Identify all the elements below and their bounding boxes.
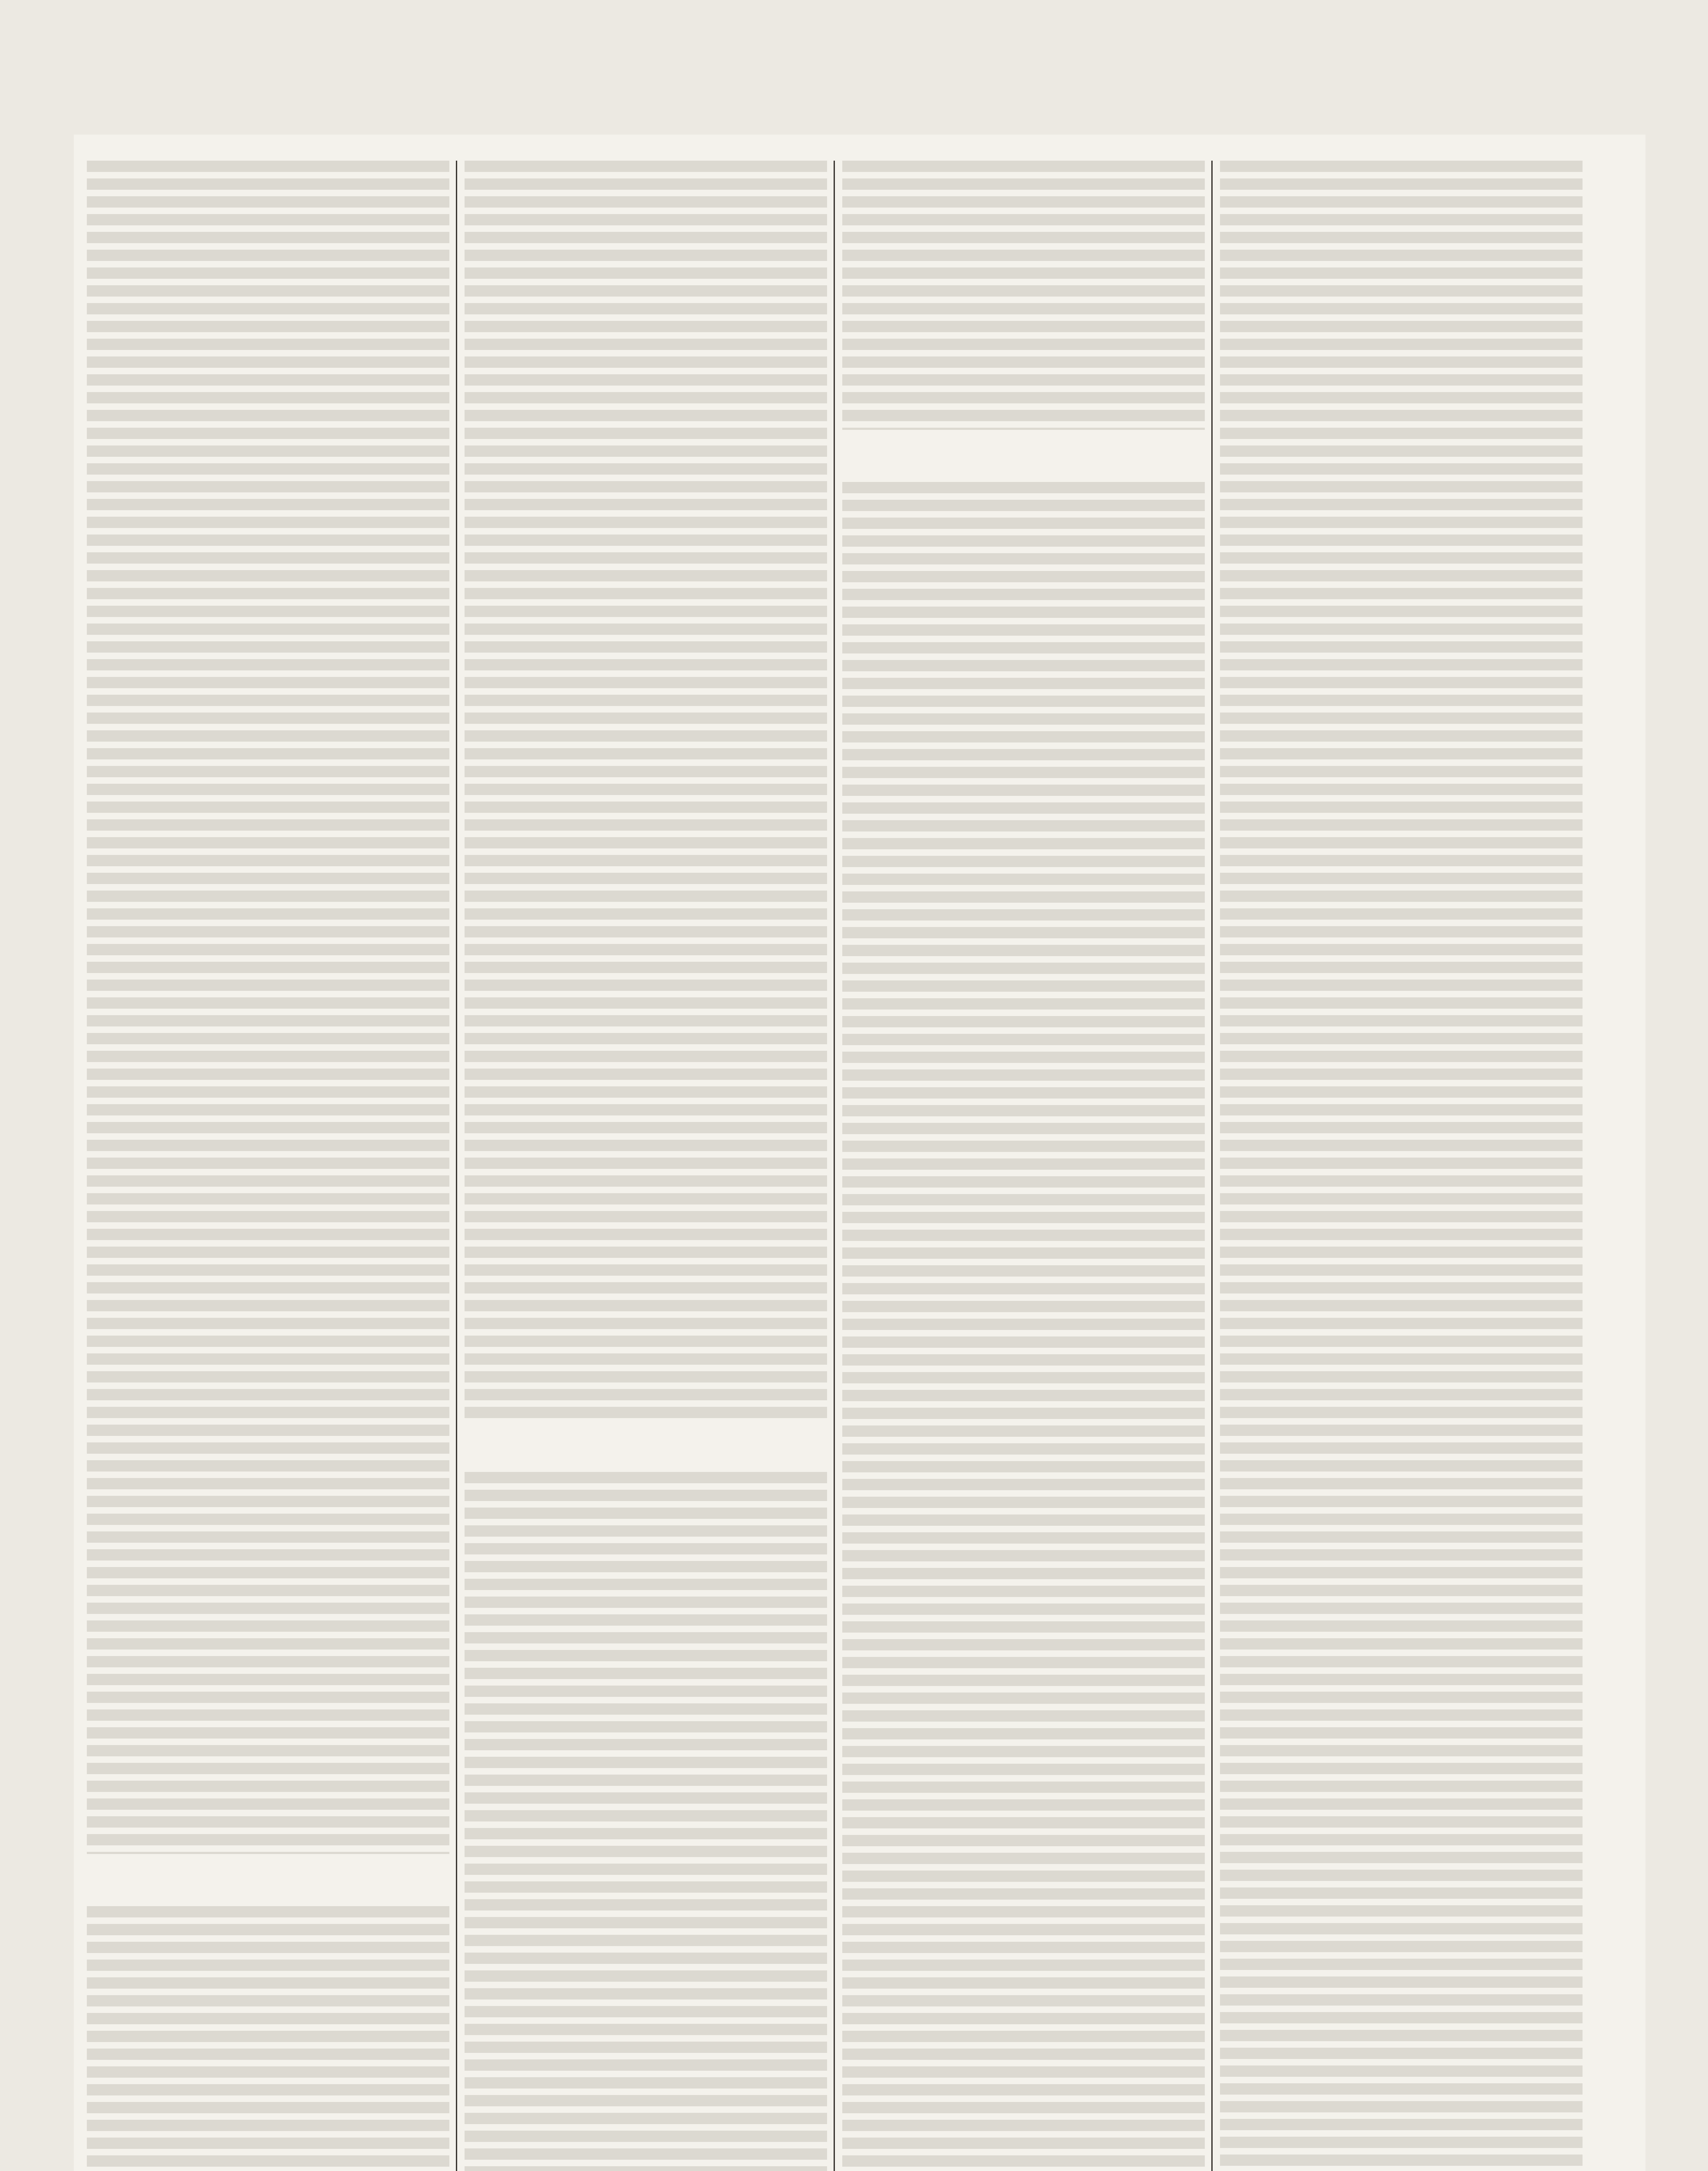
section-heading	[465, 1437, 827, 1472]
text-placeholder	[465, 161, 827, 1420]
column-rule	[456, 161, 457, 2171]
text-placeholder	[842, 161, 1205, 430]
column-rule	[1211, 161, 1213, 2171]
column-3	[842, 161, 1205, 2171]
article	[842, 447, 1205, 2171]
column-rule	[834, 161, 835, 2171]
section-heading	[842, 447, 1205, 482]
text-placeholder	[465, 1472, 827, 2171]
newspaper-page	[74, 135, 1645, 2171]
text-placeholder	[842, 482, 1205, 2171]
text-placeholder	[87, 161, 449, 1854]
article	[465, 161, 827, 1420]
column-2	[465, 161, 827, 2171]
text-placeholder	[1220, 161, 1583, 2171]
article	[87, 1871, 449, 2171]
text-placeholder	[87, 1906, 449, 2171]
article	[87, 161, 449, 1854]
section-heading	[87, 1871, 449, 1906]
column-1	[87, 161, 449, 2171]
article	[1220, 161, 1583, 2171]
article	[465, 1437, 827, 2171]
column-4	[1220, 161, 1583, 2171]
article	[842, 161, 1205, 430]
